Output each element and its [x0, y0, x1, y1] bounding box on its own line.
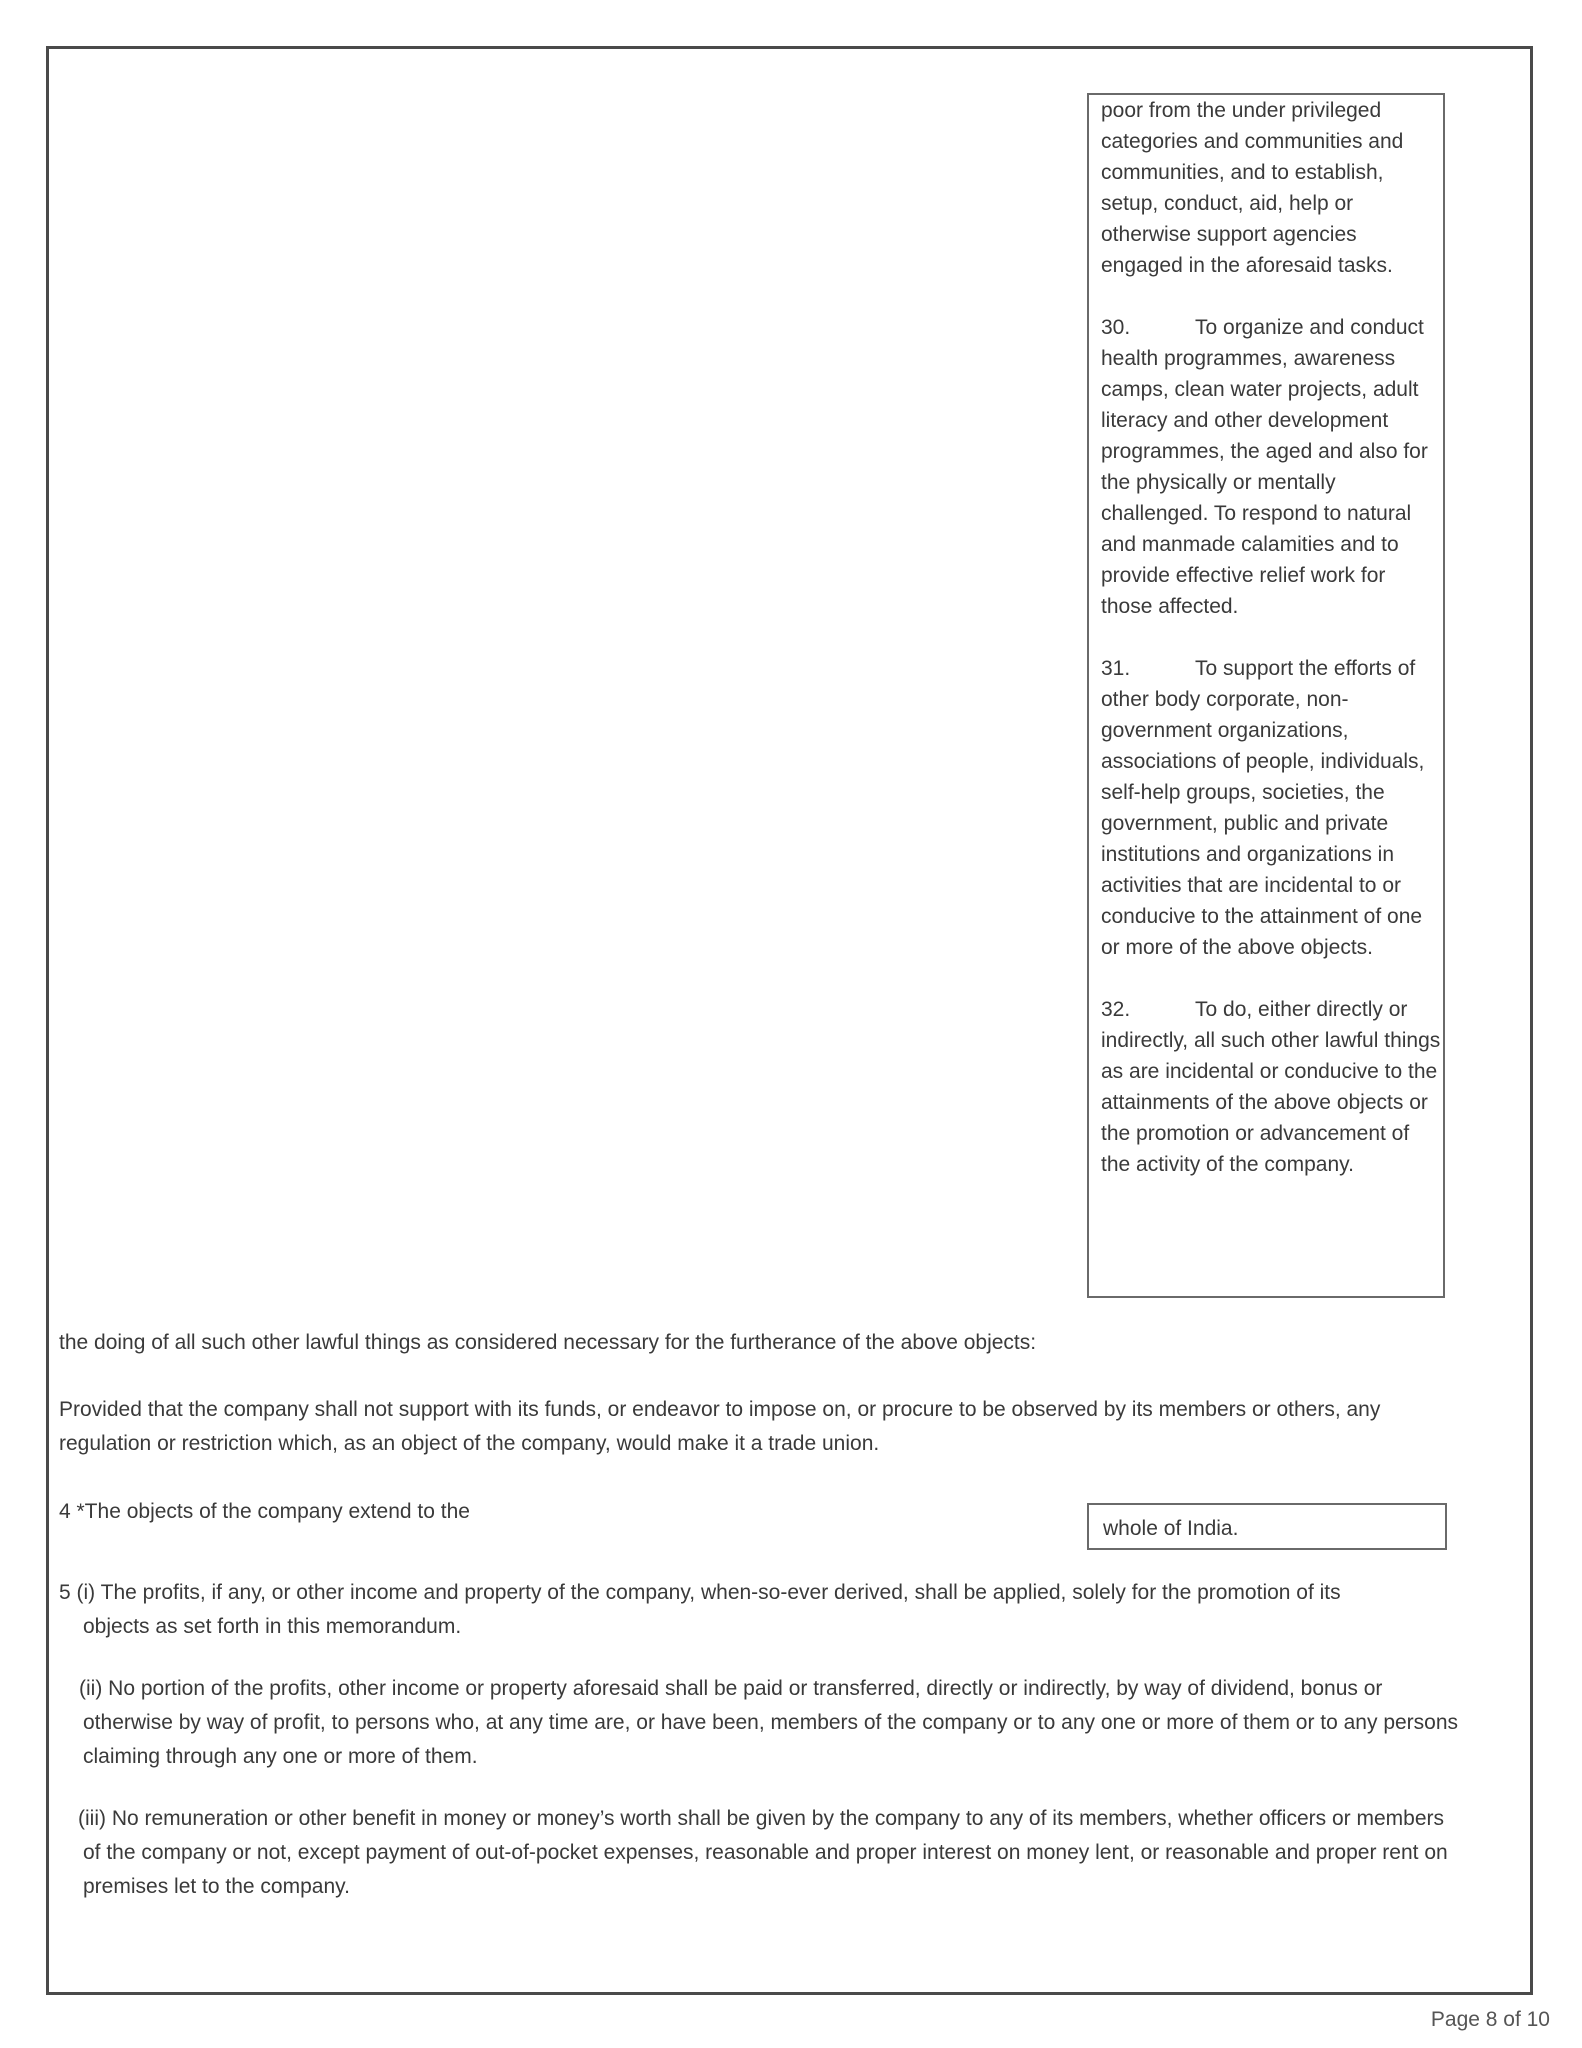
- object-item-30: [1101, 312, 1441, 622]
- object-text: To do, either directly or indirectly, all such other lawful things as are incidental or conducive to the attainments of the above objects or the promotion or advancement of the activity of the company.: [1101, 998, 1441, 1176]
- object-number: 32.: [1101, 998, 1131, 1021]
- object-item-31: [1101, 653, 1441, 963]
- clause-5-iii: (iii) No remuneration or other benefit in money or money’s worth shall be given by the company to any of its members, whether officers or members of the company or not, except payment of out-of-pocket expenses, reasonable and proper interest on money lent, or reasonable and proper rent on premises let to the company.: [78, 1807, 1448, 1898]
- extent-value-box: [1087, 1503, 1447, 1550]
- proviso-paragraph: Provided that the company shall not support with its funds, or endeavor to impose on, or procure to be observed by its members or others, any regulation or restriction which, as an object of the company, would make it a trade union.: [59, 1398, 1381, 1455]
- object-text: To organize and conduct health programmes, awareness camps, clean water projects, adult literacy and other development programmes, the aged and also for the physically or mentally challenged. To respond to natural and manmade calamities and to provide effective relief work for those affected.: [1101, 316, 1428, 618]
- object-number: 30.: [1101, 316, 1131, 339]
- clause-5-i: 5 (i) The profits, if any, or other income and property of the company, when-so-ever derived, shall be applied, solely for the promotion of its objects as set forth in this memorandum.: [59, 1581, 1341, 1638]
- doing-clause: the doing of all such other lawful things as considered necessary for the furtherance of the above objects:: [59, 1331, 1037, 1354]
- object-number: 31.: [1101, 657, 1131, 680]
- extent-value: whole of India.: [1103, 1517, 1239, 1540]
- object-item-32: [1101, 994, 1441, 1180]
- object-text: To support the efforts of other body corporate, non-government organizations, associations of people, individuals, self-help groups, societies, the government, public and private institutions and organizations in activities that are incidental to or conducive to the attainment of one or more of the above objects.: [1101, 657, 1425, 959]
- objects-text-box: [1087, 93, 1445, 1298]
- page-number: Page 8 of 10: [1430, 2008, 1550, 2031]
- object-continued-text: poor from the under privileged categories and communities and communities, and to establish, setup, conduct, aid, help or otherwise support agencies engaged in the aforesaid tasks.: [1101, 99, 1404, 277]
- clause-4-label: 4 *The objects of the company extend to the: [59, 1500, 470, 1523]
- clause-5-ii: (ii) No portion of the profits, other income or property aforesaid shall be paid or transferred, directly or indirectly, by way of dividend, bonus or otherwise by way of profit, to persons who, at any time are, or have been, members of the company or to any one or more of them or to any persons claiming through any one or more of them.: [79, 1677, 1459, 1768]
